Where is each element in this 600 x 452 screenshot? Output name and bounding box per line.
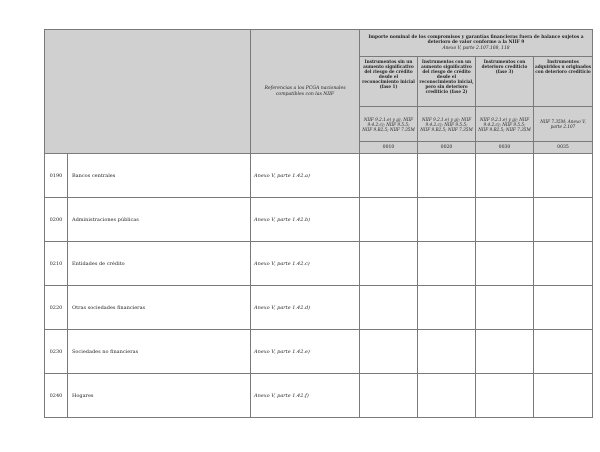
cell-0030[interactable]: [476, 330, 534, 374]
header-std-stage3: NIIF 9.2.1.e) y g); NIIF 9.4.2.c); NIIF 9.5.5; NIIF 9.B2.5; NIIF 7.35M: [476, 107, 534, 142]
cell-0010[interactable]: [360, 198, 418, 242]
header-std-stage2: NIIF 9.2.1.e) y g); NIIF 9.4.2.c); NIIF 9.5.5; NIIF 9.B2.5; NIIF 7.35M: [418, 107, 476, 142]
table-row: [45, 374, 593, 418]
cell-0020[interactable]: [418, 198, 476, 242]
row-reference: Anexo V, parte 1.42.f): [251, 374, 360, 418]
row-label: Otras sociedades financieras: [68, 286, 251, 330]
row-label: Hogares: [68, 374, 251, 418]
cell-0010[interactable]: [360, 286, 418, 330]
row-label: Entidades de crédito: [68, 242, 251, 286]
header-col-poci: Instrumentos adquiridos u originados con deterioro crediticio: [534, 57, 593, 107]
row-code: 0240: [45, 374, 68, 418]
cell-0020[interactable]: [418, 286, 476, 330]
row-code: 0200: [45, 198, 68, 242]
row-reference: Anexo V, parte 1.42.b): [251, 198, 360, 242]
header-col-stage3: Instrumentos con deterioro crediticio (fase 3): [476, 57, 534, 107]
cell-0035[interactable]: [534, 286, 593, 330]
cell-0010[interactable]: [360, 330, 418, 374]
cell-0010[interactable]: [360, 374, 418, 418]
table-row: [45, 242, 593, 286]
header-col-stage1: Instrumentos sin un aumento significativo del riesgo de crédito desde el reconocimiento inicial (fase 1): [360, 57, 418, 107]
row-reference: Anexo V, parte 1.42.c): [251, 242, 360, 286]
table-row: [45, 198, 593, 242]
row-reference: Anexo V, parte 1.42.e): [251, 330, 360, 374]
header-col-stage2: Instrumentos con un aumento significativo del riesgo de crédito desde el reconocimiento inicial, pero sin deterioro crediticio (fase 2): [418, 57, 476, 107]
header-main-subtitle: Anexo V, parte 2.107.108, 118: [442, 45, 510, 51]
row-code: 0190: [45, 154, 68, 198]
cell-0035[interactable]: [534, 154, 593, 198]
cell-0035[interactable]: [534, 330, 593, 374]
table-row: [45, 286, 593, 330]
row-label: Bancos centrales: [68, 154, 251, 198]
header-std-poci: NIIF 7.35M; Anexo V, parte 2.107: [534, 107, 593, 142]
cell-0030[interactable]: [476, 286, 534, 330]
header-code-0035: 0035: [534, 142, 593, 154]
cell-0020[interactable]: [418, 154, 476, 198]
row-code: 0230: [45, 330, 68, 374]
row-reference: Anexo V, parte 1.42.a): [251, 154, 360, 198]
header-code-0010: 0010: [360, 142, 418, 154]
cell-0020[interactable]: [418, 374, 476, 418]
cell-0035[interactable]: [534, 198, 593, 242]
cell-0030[interactable]: [476, 154, 534, 198]
row-reference: Anexo V, parte 1.42.d): [251, 286, 360, 330]
row-code: 0210: [45, 242, 68, 286]
cell-0020[interactable]: [418, 242, 476, 286]
cell-0010[interactable]: [360, 242, 418, 286]
header-code-0020: 0020: [418, 142, 476, 154]
table-row: [45, 154, 593, 198]
cell-0010[interactable]: [360, 154, 418, 198]
table-row: [45, 330, 593, 374]
cell-0030[interactable]: [476, 242, 534, 286]
header-main-title-text: Importe nominal de los compromisos y garantías financieras fuera de balance sujetos a deterioro de valor conforme a la NIIF 9: [368, 34, 584, 46]
report-table: [44, 29, 593, 418]
cell-0035[interactable]: [534, 374, 593, 418]
cell-0030[interactable]: [476, 374, 534, 418]
header-code-0030: 0030: [476, 142, 534, 154]
row-label: Administraciones públicas: [68, 198, 251, 242]
cell-0035[interactable]: [534, 242, 593, 286]
cell-0030[interactable]: [476, 198, 534, 242]
header-main-title: [360, 30, 593, 57]
header-reference: Referencias a los PCGA nacionales compatibles con las NIIF: [251, 30, 360, 154]
header-std-stage1: NIIF 9.2.1.e) y g), NIIF 9.4.2.c); NIIF 9.5.5; NIIF 9.B2.5; NIIF 7.35M: [360, 107, 418, 142]
header-empty-cell: [45, 30, 251, 154]
row-code: 0220: [45, 286, 68, 330]
row-label: Sociedades no financieras: [68, 330, 251, 374]
cell-0020[interactable]: [418, 330, 476, 374]
